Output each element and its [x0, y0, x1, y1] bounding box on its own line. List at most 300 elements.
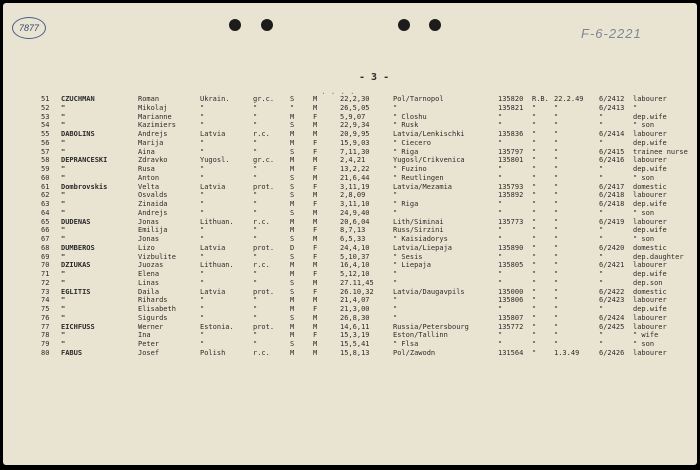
religion: ": [253, 296, 258, 305]
birthplace: ": [393, 313, 398, 322]
birthplace: Pol/Zawodn: [393, 348, 436, 357]
date-of-birth: 8,7,13: [340, 226, 366, 235]
sex: F: [313, 165, 318, 173]
file-number: ": [599, 173, 604, 182]
table-row: [3, 113, 697, 122]
nationality: Lithuan.: [200, 217, 234, 226]
table-row: [3, 305, 697, 314]
table-row: [3, 191, 697, 200]
birthplace: Russ/Sirzini: [393, 226, 444, 235]
file-number: ": [599, 208, 604, 217]
religion: ": [253, 147, 258, 156]
page-number: - 3 -: [359, 72, 390, 83]
surname: ": [61, 278, 66, 287]
birthplace: ": [393, 208, 398, 217]
birthplace: " Rusk: [393, 121, 419, 130]
given-name: Andrejs: [138, 208, 168, 217]
file-number: 6/2416: [599, 156, 625, 165]
marital-status: M: [290, 130, 295, 138]
given-name: Marianne: [138, 112, 172, 121]
table-row: [3, 340, 697, 349]
entry-date: ": [554, 296, 559, 305]
nationality: ": [200, 252, 205, 261]
date-of-birth: 21,6,44: [340, 173, 370, 182]
surname: ": [61, 296, 66, 305]
nationality: ": [200, 112, 205, 121]
surname: ": [61, 331, 66, 340]
sex: M: [313, 95, 318, 103]
registration-number: 135806: [498, 296, 524, 305]
record-number: 66: [41, 226, 50, 235]
nationality: ": [200, 270, 205, 278]
religion: ": [253, 165, 258, 173]
birthplace: " Ciecero: [393, 138, 431, 147]
sex: F: [313, 200, 318, 208]
birthplace: " Riga: [393, 200, 419, 208]
occupation: labourer: [633, 95, 667, 103]
entry-date: ": [554, 226, 559, 235]
entry-date: ": [554, 340, 559, 348]
entry-date: ": [554, 182, 559, 191]
file-number: ": [599, 252, 604, 261]
date-of-birth: 26,8,30: [340, 313, 370, 322]
nationality: ": [200, 313, 205, 322]
occupation: dep.wife: [633, 305, 667, 313]
table-row: [3, 349, 697, 358]
file-number: 6/2420: [599, 243, 625, 252]
date-of-birth: 5,12,10: [340, 270, 370, 278]
office-code: ": [532, 322, 537, 331]
given-name: Ina: [138, 331, 151, 340]
marital-status: M: [290, 226, 295, 235]
religion: prot.: [253, 243, 275, 252]
nationality: Latvia: [200, 182, 226, 191]
given-name: Kazimiers: [138, 121, 176, 130]
entry-date: ": [554, 130, 559, 138]
marital-status: S: [290, 173, 295, 182]
surname: DUMBEROS: [61, 243, 95, 252]
record-number: 62: [41, 191, 50, 200]
entry-date: ": [554, 252, 559, 261]
sex: M: [313, 278, 318, 287]
record-number: 56: [41, 138, 50, 147]
office-code: ": [532, 313, 537, 322]
registration-number: 135821: [498, 103, 524, 112]
religion: ": [253, 235, 258, 243]
file-number: 6/2418: [599, 191, 625, 200]
registration-number: ": [498, 121, 503, 130]
table-row: [3, 296, 697, 305]
marital-status: S: [290, 208, 295, 217]
archive-stamp: 7877: [12, 17, 46, 39]
table-row: [3, 209, 697, 218]
office-code: ": [532, 103, 537, 112]
registration-number: 135836: [498, 130, 524, 138]
religion: r.c.: [253, 130, 270, 138]
birthplace: " Riga: [393, 147, 419, 156]
entry-date: 1.3.49: [554, 348, 580, 357]
record-number: 72: [41, 278, 50, 287]
date-of-birth: 6,5,33: [340, 235, 366, 243]
surname: ": [61, 235, 66, 243]
religion: ": [253, 313, 258, 322]
religion: ": [253, 121, 258, 130]
religion: ": [253, 226, 258, 235]
given-name: Aina: [138, 147, 155, 156]
office-code: ": [532, 226, 537, 235]
nationality: ": [200, 200, 205, 208]
table-row: [3, 270, 697, 279]
sex: F: [313, 147, 318, 156]
marital-status: M: [290, 156, 295, 165]
record-number: 73: [41, 287, 50, 296]
religion: ": [253, 200, 258, 208]
birthplace: " Reutlingen: [393, 173, 444, 182]
nationality: ": [200, 173, 205, 182]
office-code: ": [532, 182, 537, 191]
date-of-birth: 15,5,41: [340, 340, 370, 348]
file-number: ": [599, 235, 604, 243]
file-number: ": [599, 278, 604, 287]
date-of-birth: 15,9,03: [340, 138, 370, 147]
occupation: dep.wife: [633, 200, 667, 208]
record-number: 74: [41, 296, 50, 305]
date-of-birth: 5,10,37: [340, 252, 370, 261]
office-code: ": [532, 261, 537, 270]
registration-number: 135892: [498, 191, 524, 200]
nationality: Polish: [200, 348, 226, 357]
record-number: 64: [41, 208, 50, 217]
date-of-birth: 24,4,10: [340, 243, 370, 252]
sex: F: [313, 182, 318, 191]
table-row: [3, 174, 697, 183]
entry-date: ": [554, 121, 559, 130]
record-number: 76: [41, 313, 50, 322]
nationality: ": [200, 103, 205, 112]
file-number: 6/2424: [599, 313, 625, 322]
birthplace: ": [393, 278, 398, 287]
office-code: ": [532, 130, 537, 138]
entry-date: ": [554, 165, 559, 173]
date-of-birth: 15,8,13: [340, 348, 370, 357]
table-row: [3, 156, 697, 165]
sex: F: [313, 112, 318, 121]
file-number: ": [599, 121, 604, 130]
given-name: Andrejs: [138, 130, 168, 138]
marital-status: M: [290, 112, 295, 121]
occupation: labourer: [633, 322, 667, 331]
table-row: [3, 244, 697, 253]
birthplace: ": [393, 103, 398, 112]
given-name: Rusa: [138, 165, 155, 173]
punch-hole: [398, 19, 410, 31]
record-number: 59: [41, 165, 50, 173]
religion: gr.c.: [253, 95, 275, 103]
marital-status: M: [290, 261, 295, 270]
registration-number: 135000: [498, 287, 524, 296]
marital-status: S: [290, 278, 295, 287]
marital-status: M: [290, 348, 295, 357]
table-row: [3, 183, 697, 192]
record-number: 68: [41, 243, 50, 252]
given-name: Zdravko: [138, 156, 168, 165]
sex: M: [313, 217, 318, 226]
surname: ": [61, 138, 66, 147]
nationality: ": [200, 121, 205, 130]
office-code: ": [532, 252, 537, 261]
religion: ": [253, 103, 258, 112]
header-dots: . . . .: [321, 87, 355, 96]
marital-status: M: [290, 217, 295, 226]
table-row: [3, 165, 697, 174]
document-page: [3, 3, 697, 465]
given-name: Vizbulite: [138, 252, 176, 261]
office-code: ": [532, 200, 537, 208]
birthplace: Latvia/Lenkischki: [393, 130, 465, 138]
registration-number: 135805: [498, 261, 524, 270]
entry-date: ": [554, 322, 559, 331]
office-code: ": [532, 112, 537, 121]
registration-number: ": [498, 235, 503, 243]
file-number: ": [599, 226, 604, 235]
file-number: 6/2419: [599, 217, 625, 226]
religion: prot.: [253, 287, 275, 296]
given-name: Jonas: [138, 217, 160, 226]
registration-number: 135793: [498, 182, 524, 191]
nationality: ": [200, 226, 205, 235]
date-of-birth: 3,11,19: [340, 182, 370, 191]
surname: FABUS: [61, 348, 83, 357]
entry-date: 22.2.49: [554, 95, 584, 103]
given-name: Osvalds: [138, 191, 168, 200]
entry-date: ": [554, 331, 559, 340]
occupation: labourer: [633, 130, 667, 138]
records-list: [3, 95, 697, 358]
table-row: [3, 104, 697, 113]
occupation: dep.wife: [633, 226, 667, 235]
record-number: 53: [41, 112, 50, 121]
occupation: labourer: [633, 313, 667, 322]
sex: M: [313, 156, 318, 165]
record-number: 51: [41, 95, 50, 103]
registration-number: 135807: [498, 313, 524, 322]
office-code: ": [532, 121, 537, 130]
marital-status: S: [290, 147, 295, 156]
marital-status: S: [290, 340, 295, 348]
birthplace: Latvia/Liepaja: [393, 243, 453, 252]
religion: ": [253, 191, 258, 200]
date-of-birth: 22,9,34: [340, 121, 370, 130]
surname: CZUCHMAN: [61, 95, 95, 103]
surname: ": [61, 226, 66, 235]
religion: ": [253, 252, 258, 261]
entry-date: ": [554, 173, 559, 182]
marital-status: M: [290, 322, 295, 331]
record-number: 60: [41, 173, 50, 182]
surname: ": [61, 270, 66, 278]
given-name: Josef: [138, 348, 160, 357]
punch-hole: [429, 19, 441, 31]
office-code: ": [532, 147, 537, 156]
table-row: [3, 95, 697, 104]
occupation: trainee nurse: [633, 147, 688, 156]
record-number: 70: [41, 261, 50, 270]
religion: ": [253, 305, 258, 313]
occupation: " son: [633, 173, 655, 182]
registration-number: ": [498, 226, 503, 235]
surname: ": [61, 147, 66, 156]
religion: ": [253, 138, 258, 147]
office-code: ": [532, 243, 537, 252]
given-name: Daila: [138, 287, 160, 296]
birthplace: ": [393, 270, 398, 278]
marital-status: M: [290, 138, 295, 147]
nationality: ": [200, 278, 205, 287]
surname: ": [61, 200, 66, 208]
marital-status: M: [290, 270, 295, 278]
date-of-birth: 24,9,40: [340, 208, 370, 217]
date-of-birth: 26.10,32: [340, 287, 374, 296]
religion: ": [253, 331, 258, 340]
nationality: Estonia.: [200, 322, 234, 331]
file-number: 6/2417: [599, 182, 625, 191]
given-name: Zinaida: [138, 200, 168, 208]
birthplace: Latvia/Daugavpils: [393, 287, 465, 296]
nationality: ": [200, 305, 205, 313]
record-number: 65: [41, 217, 50, 226]
entry-date: ": [554, 191, 559, 200]
date-of-birth: 2,4,21: [340, 156, 366, 165]
occupation: dep.wife: [633, 270, 667, 278]
sex: M: [313, 191, 318, 200]
marital-status: S: [290, 252, 295, 261]
surname: DUDENAS: [61, 217, 91, 226]
sex: M: [313, 340, 318, 348]
religion: r.c.: [253, 261, 270, 270]
occupation: labourer: [633, 261, 667, 270]
occupation: ": [633, 103, 638, 112]
occupation: dep.wife: [633, 138, 667, 147]
surname: Dombrovskis: [61, 182, 108, 191]
marital-status: ": [290, 103, 295, 112]
occupation: labourer: [633, 348, 667, 357]
surname: EGLITIS: [61, 287, 91, 296]
registration-number: ": [498, 340, 503, 348]
surname: ": [61, 305, 66, 313]
given-name: Elena: [138, 270, 160, 278]
office-code: ": [532, 138, 537, 147]
religion: ": [253, 173, 258, 182]
given-name: Roman: [138, 95, 160, 103]
date-of-birth: 15,3,19: [340, 331, 370, 340]
surname: ": [61, 313, 66, 322]
registration-number: 135801: [498, 156, 524, 165]
nationality: ": [200, 165, 205, 173]
date-of-birth: 3,11,10: [340, 200, 370, 208]
sex: F: [313, 252, 318, 261]
surname: DABOLINS: [61, 130, 95, 138]
file-number: 6/2412: [599, 95, 625, 103]
given-name: Jonas: [138, 235, 160, 243]
sex: M: [313, 322, 318, 331]
religion: ": [253, 208, 258, 217]
occupation: " son: [633, 235, 655, 243]
registration-number: 135890: [498, 243, 524, 252]
marital-status: S: [290, 313, 295, 322]
date-of-birth: 21,3,00: [340, 305, 370, 313]
record-number: 77: [41, 322, 50, 331]
occupation: " son: [633, 208, 655, 217]
nationality: ": [200, 191, 205, 200]
given-name: Sigurds: [138, 313, 168, 322]
date-of-birth: 27.11,45: [340, 278, 374, 287]
office-code: ": [532, 348, 537, 357]
nationality: Latvia: [200, 243, 226, 252]
given-name: Anton: [138, 173, 160, 182]
date-of-birth: 21,4,07: [340, 296, 370, 305]
birthplace: " Sesis: [393, 252, 423, 261]
office-code: R.B.: [532, 95, 549, 103]
date-of-birth: 5,9,07: [340, 112, 366, 121]
file-number: 6/2413: [599, 103, 625, 112]
table-row: [3, 130, 697, 139]
record-number: 80: [41, 348, 50, 357]
record-number: 69: [41, 252, 50, 261]
marital-status: S: [290, 121, 295, 130]
sex: F: [313, 331, 318, 340]
surname: ": [61, 173, 66, 182]
nationality: ": [200, 138, 205, 147]
nationality: ": [200, 208, 205, 217]
nationality: Yugosl.: [200, 156, 230, 165]
entry-date: ": [554, 200, 559, 208]
entry-date: ": [554, 287, 559, 296]
nationality: Latvia: [200, 130, 226, 138]
religion: ": [253, 340, 258, 348]
file-number: ": [599, 165, 604, 173]
birthplace: " Closhu: [393, 112, 427, 121]
marital-status: M: [290, 331, 295, 340]
birthplace: ": [393, 296, 398, 305]
sex: M: [313, 235, 318, 243]
file-number: ": [599, 112, 604, 121]
office-code: ": [532, 165, 537, 173]
table-row: [3, 323, 697, 332]
occupation: labourer: [633, 156, 667, 165]
marital-status: S: [290, 235, 295, 243]
sex: M: [313, 130, 318, 138]
sex: M: [313, 261, 318, 270]
surname: ": [61, 252, 66, 261]
record-number: 57: [41, 147, 50, 156]
nationality: ": [200, 340, 205, 348]
table-row: [3, 253, 697, 262]
given-name: Peter: [138, 340, 160, 348]
given-name: Juozas: [138, 261, 164, 270]
date-of-birth: 14,6,11: [340, 322, 370, 331]
occupation: dep.wife: [633, 112, 667, 121]
archive-reference: F-6-2221: [581, 26, 642, 41]
file-number: 6/2418: [599, 200, 625, 208]
sex: F: [313, 226, 318, 235]
sex: F: [313, 270, 318, 278]
given-name: Rihards: [138, 296, 168, 305]
sex: F: [313, 287, 318, 296]
office-code: ": [532, 278, 537, 287]
registration-number: ": [498, 138, 503, 147]
nationality: ": [200, 147, 205, 156]
sex: F: [313, 138, 318, 147]
